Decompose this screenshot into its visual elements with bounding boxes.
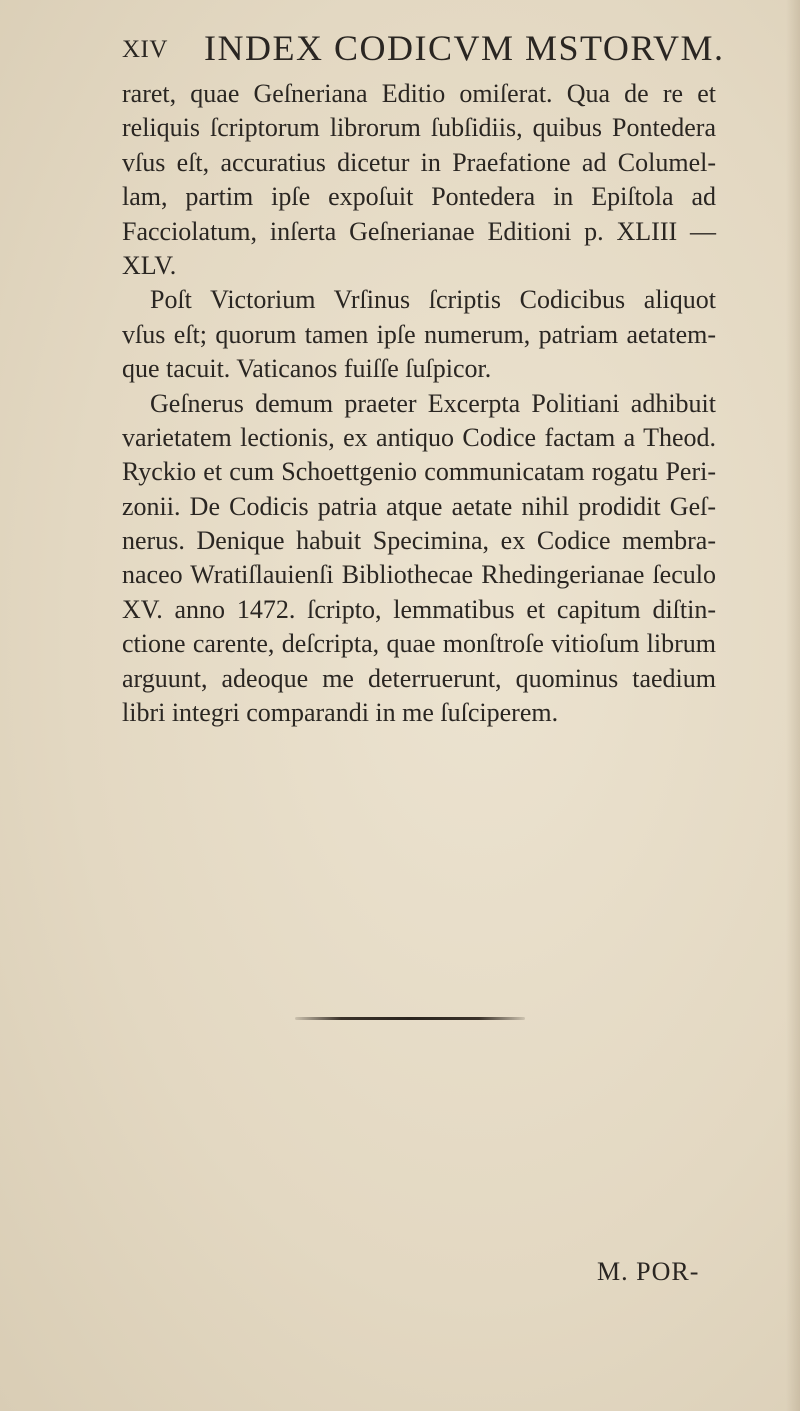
page-header [122, 26, 725, 70]
page-edge-shadow [786, 0, 800, 1411]
text-line: libri integri comparandi in me ſuſciperem. [122, 698, 559, 728]
text-line: naceo Wratiſlauienſi Bibliothecae Rhedingerianae ſeculo [122, 560, 716, 590]
text-line: zonii. De Codicis patria atque aetate nihil prodidit Geſ- [122, 491, 716, 521]
paragraph-start-line: Geſnerus demum praeter Excerpta Politiani adhibuit [150, 388, 716, 418]
page-number: XIV [122, 36, 168, 63]
text-line: que tacuit. Vaticanos fuiſſe ſuſpicor. [122, 354, 492, 384]
running-title: INDEX CODICVM MSTORVM. [204, 28, 725, 68]
text-line: Ryckio et cum Schoettgenio communicatam rogatu Peri- [122, 457, 716, 487]
body-text [122, 77, 716, 730]
text-line: XLV. [122, 250, 177, 280]
text-line: lam, partim ipſe expoſuit Pontedera in Epiſtola ad [122, 182, 716, 212]
section-divider-rule [295, 1017, 525, 1020]
text-line: ctione carente, deſcripta, quae monſtroſe vitioſum librum [122, 629, 716, 659]
catchword: M. POR- [597, 1257, 700, 1286]
text-line: vſus eſt, accuratius dicetur in Praefatione ad Columel- [122, 147, 716, 177]
text-line: vſus eſt; quorum tamen ipſe numerum, patriam aetatem- [122, 319, 716, 349]
text-line: XV. anno 1472. ſcripto, lemmatibus et capitum diſtin- [122, 594, 716, 624]
text-line: arguunt, adeoque me deterruerunt, quominus taedium [122, 663, 716, 693]
paragraph-start-line: Poſt Victorium Vrſinus ſcriptis Codicibus aliquot [150, 285, 716, 315]
text-line: raret, quae Geſneriana Editio omiſerat. Qua de re et [122, 79, 716, 108]
text-line: Facciolatum, inſerta Geſnerianae Editioni p. XLIII — [122, 216, 716, 246]
text-line: reliquis ſcriptorum librorum ſubſidiis, quibus Pontedera [122, 113, 716, 143]
text-line: nerus. Denique habuit Specimina, ex Codice membra- [122, 526, 716, 556]
text-line: varietatem lectionis, ex antiquo Codice factam a Theod. [122, 422, 716, 452]
